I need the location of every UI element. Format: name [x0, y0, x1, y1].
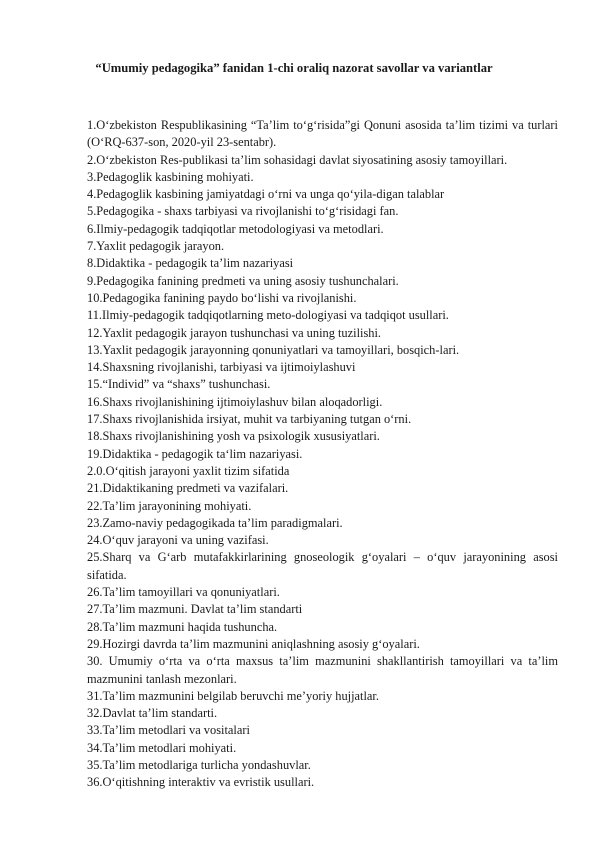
question-list: [87, 117, 558, 792]
question-item: 25.Sharq va G‘arb mutafakkirlarining gnoseologik g‘oyalari – o‘quv jarayonining asosi sifatida.: [87, 550, 558, 582]
question-item: 15.“Individ” va “shaxs” tushunchasi.: [87, 377, 271, 392]
question-item: 6.Ilmiy-pedagogik tadqiqotlar metodologiyasi va metodlari.: [87, 221, 384, 236]
question-item: 3.Pedagoglik kasbining mohiyati.: [87, 169, 254, 184]
question-item: 17.Shaxs rivojlanishida irsiyat, muhit va tarbiyaning tutgan o‘rni.: [87, 412, 412, 427]
question-item: 2.O‘zbekiston Res-publikasi ta’lim sohasidagi davlat siyosatining asosiy tamoyillari.: [87, 152, 508, 167]
document-title: “Umumiy pedagogika” fanidan 1-chi oraliq nazorat savollar va variantlar: [95, 61, 493, 75]
question-item: 18.Shaxs rivojlanishining yosh va psixologik xususiyatlari.: [87, 429, 380, 444]
question-item: 23.Zamo-naviy pedagogikada ta’lim paradigmalari.: [87, 515, 343, 530]
question-item: 1.O‘zbekiston Respublikasining “Ta’lim to‘g‘risida”gi Qonuni asosida ta’lim tizimi va turlari (O‘RQ-637-son, 2020-yil 23-sentabr).: [87, 118, 558, 150]
question-item: 24.O‘quv jarayoni va uning vazifasi.: [87, 533, 269, 548]
question-item: 26.Ta’lim tamoyillari va qonuniyatlari.: [87, 585, 280, 600]
question-item: 14.Shaxsning rivojlanishi, tarbiyasi va ijtimoiylashuvi: [87, 360, 356, 375]
question-item: 32.Davlat ta’lim standarti.: [87, 706, 218, 721]
question-item: 29.Hozirgi davrda ta’lim mazmunini aniqlashning asosiy g‘oyalari.: [87, 636, 420, 651]
question-item: 12.Yaxlit pedagogik jarayon tushunchasi va uning tuzilishi.: [87, 325, 382, 340]
question-item: 34.Ta’lim metodlari mohiyati.: [87, 740, 237, 755]
question-item: 13.Yaxlit pedagogik jarayonning qonuniyatlari va tamoyillari, bosqich-lari.: [87, 342, 460, 357]
question-item: 16.Shaxs rivojlanishining ijtimoiylashuv bilan aloqadorligi.: [87, 394, 383, 409]
question-item: 22.Ta’lim jarayonining mohiyati.: [87, 498, 252, 513]
question-item: 21.Didaktikaning predmeti va vazifalari.: [87, 481, 289, 496]
question-item: 2.0.O‘qitish jarayoni yaxlit tizim sifatida: [87, 463, 290, 478]
question-item: 11.Ilmiy-pedagogik tadqiqotlarning meto-dologiyasi va tadqiqot usullari.: [87, 308, 449, 323]
question-item: 36.O‘qitishning interaktiv va evristik usullari.: [87, 775, 315, 790]
question-item: 9.Pedagogika fanining predmeti va uning asosiy tushunchalari.: [87, 273, 399, 288]
question-item: 5.Pedagogika - shaxs tarbiyasi va rivojlanishi to‘g‘risidagi fan.: [87, 204, 399, 219]
question-item: 8.Didaktika - pedagogik ta’lim nazariyasi: [87, 256, 294, 271]
question-item: 4.Pedagoglik kasbining jamiyatdagi o‘rni va unga qo‘yila-digan talablar: [87, 187, 445, 202]
question-item: 31.Ta’lim mazmunini belgilab beruvchi me’yoriy hujjatlar.: [87, 688, 379, 703]
question-item: 35.Ta’lim metodlariga turlicha yondashuvlar.: [87, 757, 311, 772]
question-item: 28.Ta’lim mazmuni haqida tushuncha.: [87, 619, 278, 634]
question-item: 33.Ta’lim metodlari va vositalari: [87, 723, 250, 738]
question-item: 27.Ta’lim mazmuni. Davlat ta’lim standarti: [87, 602, 303, 617]
question-item: 7.Yaxlit pedagogik jarayon.: [87, 239, 225, 254]
question-item: 19.Didaktika - pedagogik ta‘lim nazariyasi.: [87, 446, 303, 461]
question-item: 10.Pedagogika fanining paydo bo‘lishi va rivojlanishi.: [87, 290, 357, 305]
question-item: 30. Umumiy o‘rta va o‘rta maxsus ta’lim mazmunini shakllantirish tamoyillari va ta’lim mazmunini tanlash mezonlari.: [87, 654, 558, 686]
